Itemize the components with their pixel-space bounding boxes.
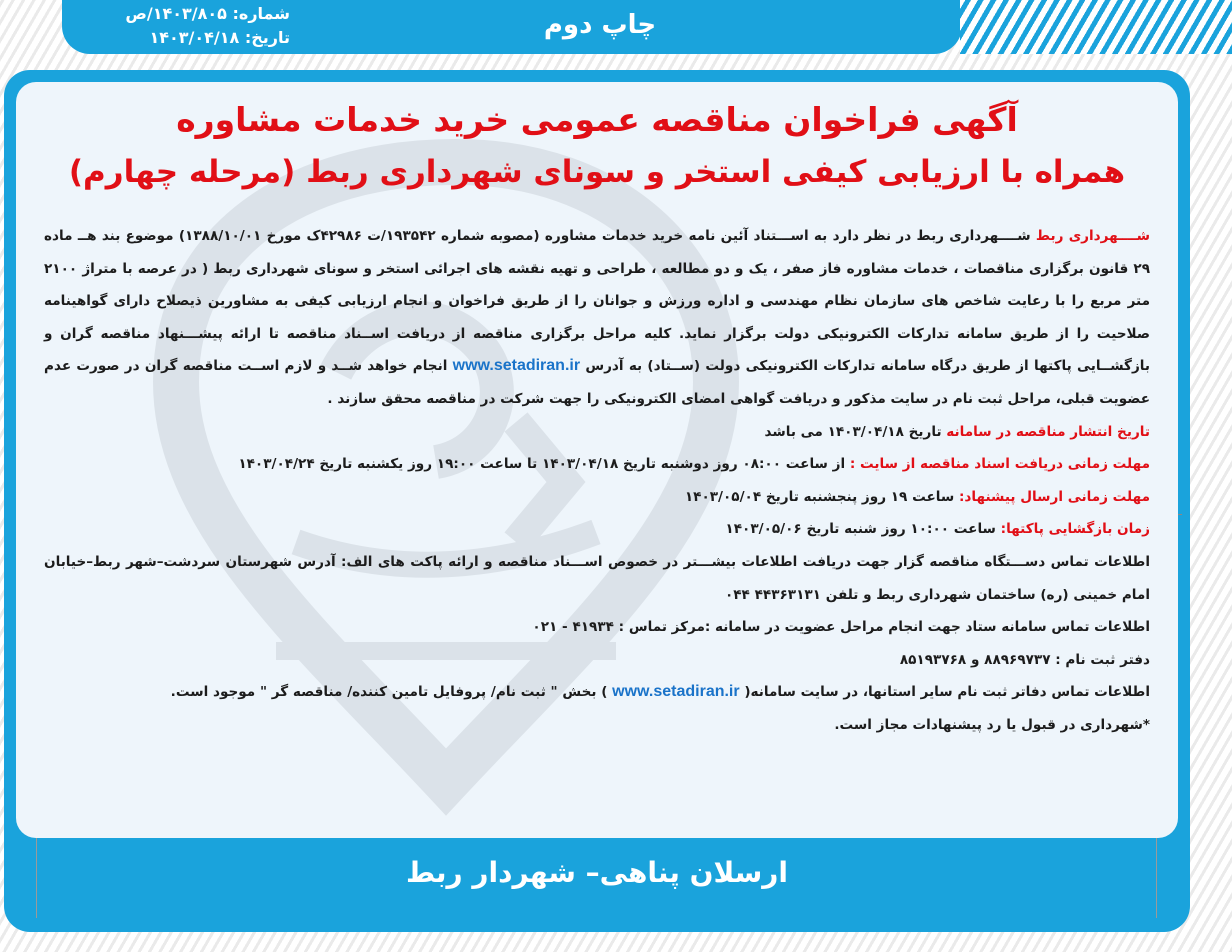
publish-value: تاریخ ۱۴۰۳/۰۴/۱۸ می باشد bbox=[764, 423, 947, 440]
docs-label: مهلت زمانی دریافت اسناد مناقصه از سایت : bbox=[849, 456, 1150, 473]
reference-number: شماره: ۱۴۰۳/۸۰۵/ص bbox=[125, 4, 290, 23]
setad-contact-line: اطلاعات تماس سامانه ستاد جهت انجام مراحل عضویت در سامانه :مرکز تماس : ۴۱۹۳۴ - ۰۲۱ bbox=[532, 619, 1150, 636]
ad-body bbox=[44, 220, 1150, 742]
intro-paragraph bbox=[44, 220, 1150, 416]
docs-deadline-line bbox=[44, 448, 1150, 481]
ad-panel bbox=[16, 82, 1178, 838]
publish-date-line bbox=[44, 416, 1150, 449]
ad-title-line2: همراه با ارزیابی کیفی استخر و سونای شهرداری ربط (مرحله چهارم) bbox=[68, 154, 1126, 190]
footer-signature: ارسلان پناهی– شهردار ربط bbox=[406, 856, 788, 889]
setad-link-2[interactable]: www.setadiran.ir bbox=[612, 683, 740, 701]
intro-tail: انجام خواهد شــد و لازم اســت مناقصه گران در صورت عدم عضویت قبلی، مراحل ثبت نام در سایت مذکور و دریافت گواهی امضای الکترونیکی را جهت شرکت در مناقصه محقق سازند . bbox=[44, 358, 1150, 407]
ad-title-line1: آگهی فراخوان مناقصه عمومی خرید خدمات مشاوره bbox=[176, 100, 1018, 139]
note-line: *شهرداری در قبول یا رد پیشنهادات مجاز است. bbox=[834, 716, 1150, 733]
opening-time-line bbox=[44, 513, 1150, 546]
reference-date: تاریخ: ۱۴۰۳/۰۴/۱۸ bbox=[149, 28, 290, 47]
intro-text: شــــهرداری ربط در نظر دارد به اســـتناد آئین نامه خرید خدمات مشاوره (مصوبه شماره ۱۹۳۵۴۲/ت ۴۲۹۸۶ک مورخ ۱۳۸۸/۱۰/۰۱) موضوع بند هــ ماده ۲۹ قانون برگزاری مناقصات ، خدمات مشاوره فاز صفر ، یک و دو مطالعه ، طراحی و تهیه نقشه های اجرائی استخر و سونای شهرداری ربط ( در عرصه با متراژ ۲۱۰۰ متر مربع را با رعایت شاخص های سازمان نظام مهندسی و اداره ورزش و جوانان را از طریق فراخوان و انجام ارزیابی کیفی به مشاورین ذیصلاح دارای گواهینامه صلاحیت را از طریق سامانه تدارکات الکترونیکی دولت برگزار نماید. کلیه مراحل برگزاری مناقصه از دریافت اســناد مناقصه تا ارائه پیشـــنهاد مناقصه گران و بازگشــایی پاکتها از طریق درگاه سامانه تدارکات الکترونیکی دولت (ســتاد) به آدرس bbox=[44, 228, 1151, 375]
provinces-line bbox=[44, 676, 1150, 709]
registry-office-line: دفتر ثبت نام : ۸۸۹۶۹۷۳۷ و ۸۵۱۹۳۷۶۸ bbox=[899, 651, 1150, 668]
docs-value: از ساعت ۰۸:۰۰ روز دوشنبه تاریخ ۱۴۰۳/۰۴/۱۸ تا ساعت ۱۹:۰۰ روز یکشنبه تاریخ ۱۴۰۳/۰۴/۲۴ bbox=[238, 456, 850, 473]
submit-label: مهلت زمانی ارسال پیشنهاد: bbox=[958, 488, 1150, 505]
print-edition-label: چاپ دوم bbox=[543, 10, 657, 40]
provinces-pre: اطلاعات تماس دفاتر ثبت نام سایر استانها، در سایت سامانه( bbox=[739, 684, 1150, 701]
open-label: زمان بازگشایی پاکتها: bbox=[1000, 521, 1150, 538]
open-value: ساعت ۱۰:۰۰ روز شنبه تاریخ ۱۴۰۳/۰۵/۰۶ bbox=[725, 521, 1001, 538]
submit-value: ساعت ۱۹ روز پنجشنبه تاریخ ۱۴۰۳/۰۵/۰۴ bbox=[684, 488, 959, 505]
header-stripe-decoration bbox=[960, 0, 1232, 54]
publish-label: تاریخ انتشار مناقصه در سامانه bbox=[946, 423, 1150, 440]
intro-municipality: شــــهرداری ربط bbox=[1035, 228, 1150, 244]
setad-link[interactable]: www.setadiran.ir bbox=[452, 357, 581, 375]
provinces-post: ) بخش " ثبت نام/ پروفایل تامین کننده/ مناقصه گر " موجود است. bbox=[170, 684, 613, 701]
submit-deadline-line bbox=[44, 481, 1150, 514]
header-reference bbox=[90, 2, 290, 50]
contact-line: اطلاعات تماس دســـتگاه مناقصه گزار جهت دریافت اطلاعات بیشـــتر در خصوص اســـناد مناقصه و ارائه پاکت های الف: آدرس شهرستان سردشت–شهر ربط–خیابان امام خمینی (ره) ساختمان شهرداری ربط و تلفن ۴۴۳۶۳۱۳۱ ۰۴۴ bbox=[44, 553, 1150, 603]
